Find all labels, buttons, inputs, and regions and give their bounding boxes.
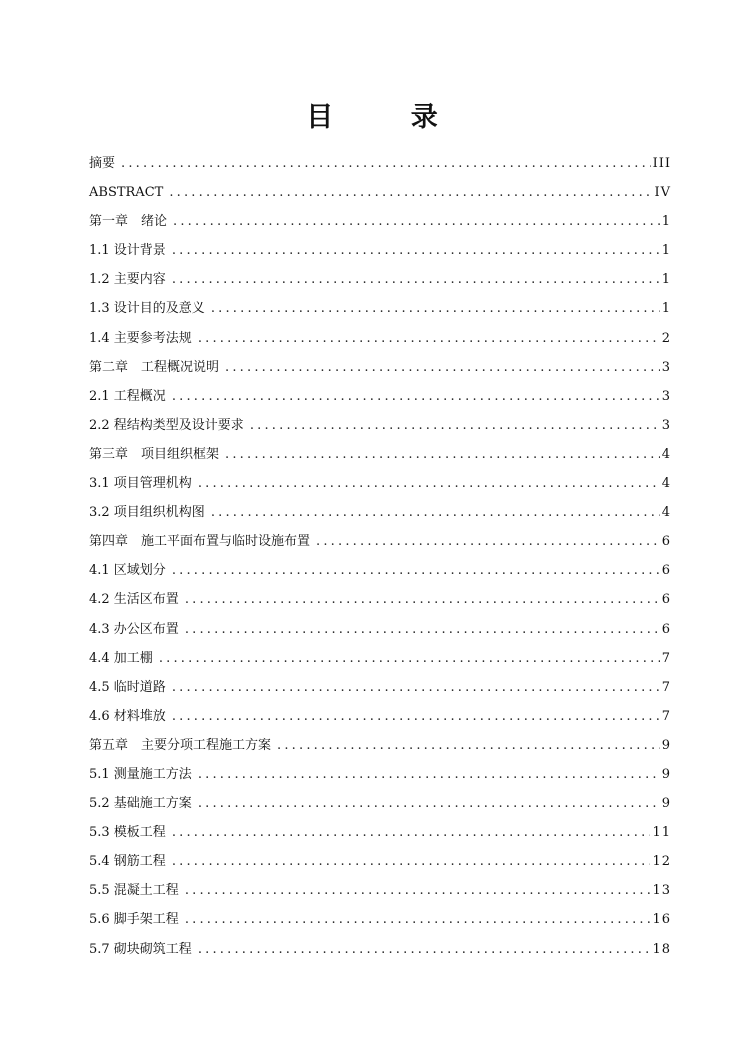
toc-dot-leader <box>277 731 660 760</box>
toc-dot-leader <box>185 585 660 614</box>
toc-entry-page-number: 6 <box>661 621 671 637</box>
toc-entry[interactable] <box>89 469 671 498</box>
toc-entry-label: 第三章 项目组织框架 <box>89 446 220 462</box>
toc-entry-label: 5.2 基础施工方案 <box>89 796 192 812</box>
toc-entry[interactable] <box>89 905 671 934</box>
toc-entry-page-number: 3 <box>661 359 671 375</box>
toc-entry-page-number: 16 <box>652 912 671 928</box>
toc-entry[interactable] <box>89 585 671 614</box>
table-of-contents <box>89 149 671 964</box>
toc-dot-leader <box>172 702 660 731</box>
toc-dot-leader <box>211 294 660 323</box>
toc-entry[interactable] <box>89 731 671 760</box>
toc-entry-page-number: 11 <box>652 825 671 841</box>
toc-entry-page-number: IV <box>654 185 671 201</box>
toc-dot-leader <box>185 905 651 934</box>
toc-entry-label: 第四章 施工平面布置与临时设施布置 <box>89 534 311 550</box>
toc-entry-label: 1.1 设计背景 <box>89 243 166 259</box>
toc-entry-label: 2.2 程结构类型及设计要求 <box>89 417 244 433</box>
toc-dot-leader <box>198 324 660 353</box>
toc-entry-page-number: 18 <box>652 941 671 957</box>
toc-entry[interactable] <box>89 382 671 411</box>
toc-entry-label: 5.4 钢筋工程 <box>89 854 166 870</box>
toc-entry-page-number: 4 <box>661 505 671 521</box>
toc-entry-label: 1.4 主要参考法规 <box>89 330 192 346</box>
toc-dot-leader <box>198 789 660 818</box>
toc-entry-page-number: 13 <box>652 883 671 899</box>
toc-entry[interactable] <box>89 294 671 323</box>
toc-entry-label: 4.5 临时道路 <box>89 679 166 695</box>
toc-entry-label: 5.3 模板工程 <box>89 825 166 841</box>
toc-dot-leader <box>172 265 660 294</box>
toc-entry[interactable] <box>89 847 671 876</box>
toc-entry-page-number: 1 <box>661 214 671 230</box>
toc-dot-leader <box>316 527 660 556</box>
toc-entry-label: 4.3 办公区布置 <box>89 621 179 637</box>
toc-dot-leader <box>225 353 660 382</box>
toc-entry-label: 摘要 <box>89 156 116 171</box>
toc-entry-page-number: 3 <box>661 417 671 433</box>
toc-entry[interactable] <box>89 236 671 265</box>
toc-entry-label: 5.5 混凝土工程 <box>89 883 179 899</box>
toc-entry-page-number: 6 <box>661 563 671 579</box>
toc-entry-page-number: 6 <box>661 534 671 550</box>
toc-entry-label: 4.6 材料堆放 <box>89 708 166 724</box>
toc-entry[interactable] <box>89 935 671 964</box>
toc-entry-page-number: 2 <box>661 330 671 346</box>
toc-entry-page-number: 7 <box>661 650 671 666</box>
toc-entry[interactable] <box>89 207 671 236</box>
toc-entry[interactable] <box>89 411 671 440</box>
toc-dot-leader <box>169 178 652 207</box>
toc-entry[interactable] <box>89 440 671 469</box>
toc-entry-label: 5.6 脚手架工程 <box>89 912 179 928</box>
toc-entry-page-number: 4 <box>661 476 671 492</box>
toc-entry[interactable] <box>89 178 671 207</box>
toc-entry[interactable] <box>89 644 671 673</box>
toc-entry-page-number: 4 <box>661 446 671 462</box>
toc-dot-leader <box>211 498 660 527</box>
toc-dot-leader <box>172 818 651 847</box>
toc-dot-leader <box>172 673 660 702</box>
toc-entry[interactable] <box>89 265 671 294</box>
toc-entry-label: 5.1 测量施工方法 <box>89 766 192 782</box>
toc-entry-page-number: 1 <box>661 243 671 259</box>
page-title: 目 录 <box>306 102 472 133</box>
toc-dot-leader <box>172 236 660 265</box>
toc-entry[interactable] <box>89 324 671 353</box>
toc-dot-leader <box>172 847 651 876</box>
toc-dot-leader <box>172 382 660 411</box>
toc-entry-label: 2.1 工程概况 <box>89 388 166 404</box>
toc-dot-leader <box>185 876 651 905</box>
toc-entry[interactable] <box>89 673 671 702</box>
toc-entry-page-number: 6 <box>661 592 671 608</box>
toc-entry[interactable] <box>89 527 671 556</box>
toc-dot-leader <box>225 440 660 469</box>
toc-entry-label: 1.2 主要内容 <box>89 272 166 288</box>
toc-entry[interactable] <box>89 818 671 847</box>
toc-entry[interactable] <box>89 149 671 178</box>
toc-entry-page-number: 7 <box>661 708 671 724</box>
toc-entry-label: 4.2 生活区布置 <box>89 592 179 608</box>
toc-entry-page-number: 9 <box>661 737 671 753</box>
toc-entry-page-number: 12 <box>652 854 671 870</box>
toc-entry[interactable] <box>89 760 671 789</box>
toc-dot-leader <box>121 149 651 178</box>
toc-entry-label: 第一章 绪论 <box>89 214 168 230</box>
toc-entry[interactable] <box>89 556 671 585</box>
toc-entry[interactable] <box>89 876 671 905</box>
toc-entry-page-number: 9 <box>661 766 671 782</box>
toc-entry-page-number: 1 <box>661 301 671 317</box>
toc-entry[interactable] <box>89 615 671 644</box>
toc-dot-leader <box>198 935 651 964</box>
toc-entry[interactable] <box>89 789 671 818</box>
toc-entry-label: 4.4 加工棚 <box>89 650 153 666</box>
toc-entry-page-number: 9 <box>661 796 671 812</box>
toc-entry[interactable] <box>89 702 671 731</box>
toc-entry-page-number: 3 <box>661 388 671 404</box>
toc-entry[interactable] <box>89 353 671 382</box>
toc-entry-label: ABSTRACT <box>89 185 164 201</box>
toc-dot-leader <box>198 469 660 498</box>
toc-entry-label: 3.1 项目管理机构 <box>89 476 192 492</box>
toc-entry-page-number: III <box>652 156 671 171</box>
toc-entry-label: 第二章 工程概况说明 <box>89 359 220 375</box>
toc-dot-leader <box>198 760 660 789</box>
toc-dot-leader <box>173 207 660 236</box>
toc-dot-leader <box>172 556 660 585</box>
toc-entry-page-number: 1 <box>661 272 671 288</box>
toc-entry-label: 4.1 区域划分 <box>89 563 166 579</box>
toc-entry-label: 5.7 砌块砌筑工程 <box>89 941 192 957</box>
toc-entry[interactable] <box>89 498 671 527</box>
toc-dot-leader <box>250 411 660 440</box>
toc-entry-page-number: 7 <box>661 679 671 695</box>
toc-entry-label: 第五章 主要分项工程施工方案 <box>89 737 272 753</box>
toc-dot-leader <box>159 644 660 673</box>
toc-entry-label: 3.2 项目组织机构图 <box>89 505 205 521</box>
toc-entry-label: 1.3 设计目的及意义 <box>89 301 205 317</box>
toc-dot-leader <box>185 615 660 644</box>
